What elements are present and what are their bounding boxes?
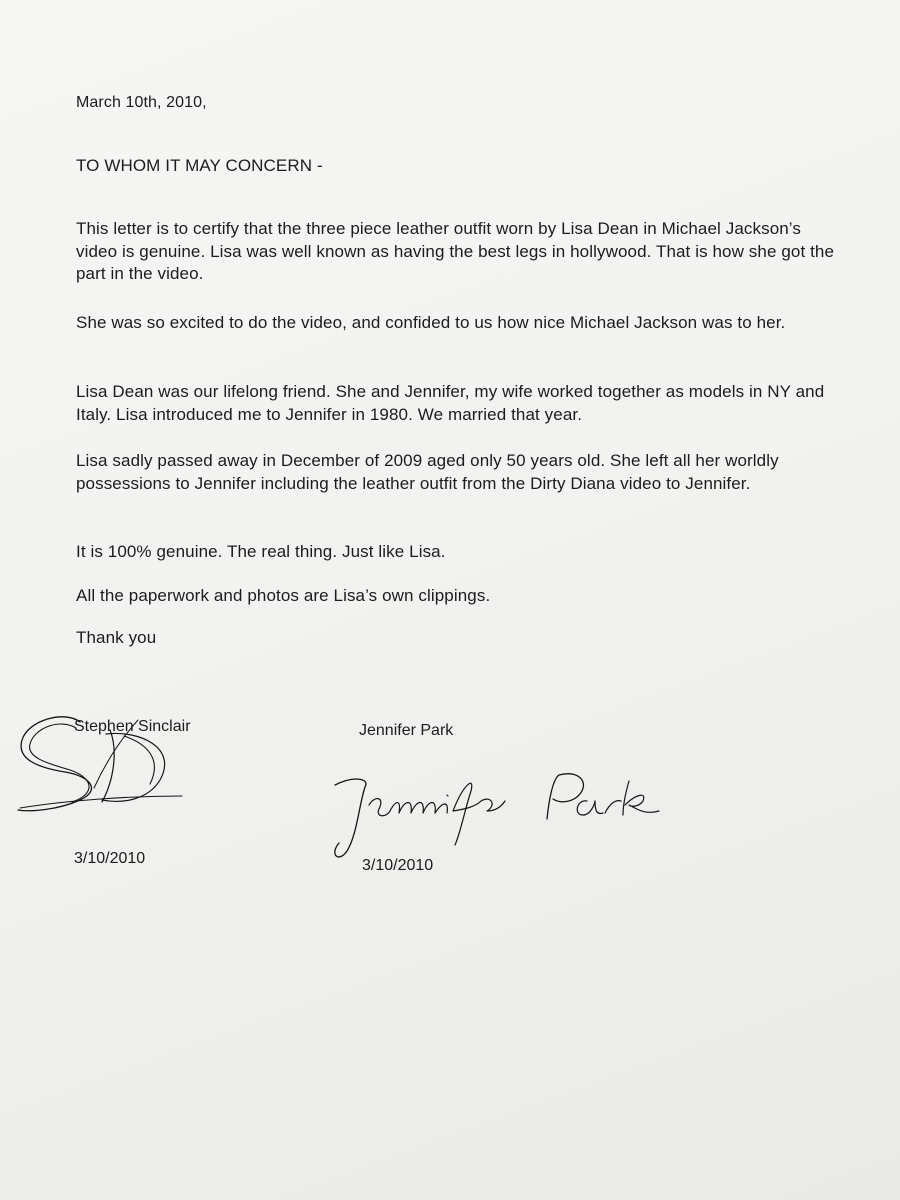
signatory-name-stephen: Stephen Sinclair bbox=[74, 718, 191, 735]
paragraph-paperwork: All the paperwork and photos are Lisa’s own clippings. bbox=[76, 586, 491, 605]
letter-date: March 10th, 2010, bbox=[76, 94, 207, 111]
signature-jennifer bbox=[325, 765, 695, 865]
paragraph-genuine: It is 100% genuine. The real thing. Just like Lisa. bbox=[76, 542, 446, 561]
signatory-name-jennifer: Jennifer Park bbox=[359, 722, 454, 739]
signature-date-jennifer: 3/10/2010 bbox=[362, 857, 434, 874]
signature-stephen bbox=[10, 700, 210, 830]
paragraph-passing: Lisa sadly passed away in December of 2009 aged only 50 years old. She left all her worldly possessions to Jennifer including the leather outfit from the Dirty Diana video to Jennifer. bbox=[76, 451, 779, 493]
salutation: TO WHOM IT MAY CONCERN - bbox=[76, 156, 323, 175]
paragraph-certification: This letter is to certify that the three piece leather outfit worn by Lisa Dean in Michael Jackson’s video is genuine. Lisa was well known as having the best legs in hollywood. That is how she got the part in the video. bbox=[76, 219, 835, 283]
closing: Thank you bbox=[76, 628, 157, 647]
paragraph-friendship: Lisa Dean was our lifelong friend. She and Jennifer, my wife worked together as models in NY and Italy. Lisa introduced me to Jennifer in 1980. We married that year. bbox=[76, 382, 825, 424]
signature-date-stephen: 3/10/2010 bbox=[74, 850, 146, 867]
paragraph-excitement: She was so excited to do the video, and confided to us how nice Michael Jackson was to her. bbox=[76, 313, 786, 332]
